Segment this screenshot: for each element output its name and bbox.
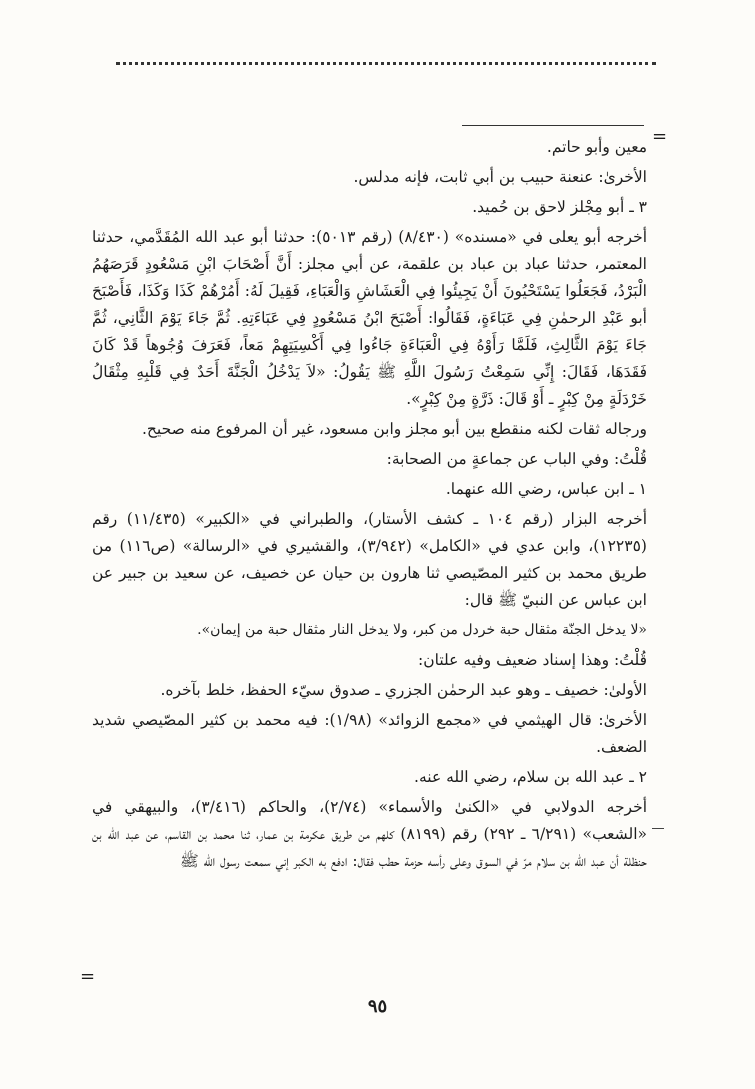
margin-tick — [652, 828, 664, 829]
hadith-text: «لا يدخل الجنّة مثقال حبة خردل من كبر، ولا يدخل النار مثقال حبة من إيمان». — [197, 622, 647, 638]
footnote-separator — [462, 125, 644, 126]
footnote-line: قُلْتُ: وفي الباب عن جماعةٍ من الصحابة: — [386, 450, 647, 468]
footnote-line: أخرجه البزار (رقم ١٠٤ ـ كشف الأستار)، والطبراني في «الكبير» (١١/٤٣٥) رقم (١٢٢٣٥)، وابن عدي في «الكامل» (٣/٩٤٢)، والقشيري في «الرسالة» (ص١١٦) من طريق محمد بن كثير المصّيصي ثنا هارون بن حيان عن خصيف، عن سعيد بن جبير عن ابن عباس عن النبيّ ﷺ قال: — [92, 510, 648, 609]
footnote-body — [92, 134, 647, 878]
continuation-mark-bottom: = — [80, 966, 96, 987]
footnote-line: ٢ ـ عبد الله بن سلام، رضي الله عنه. — [414, 768, 647, 786]
footnote-line: قُلْتُ: وهذا إسناد ضعيف وفيه علتان: — [418, 651, 647, 669]
page-number: ٩٥ — [367, 996, 388, 1017]
footnote-line: أخرجه الدولابي في «الكنىٰ والأسماء» (٢/٧٤)، والحاكم (٣/٤١٦)، والبيهقي في «الشعب» (٦/٢٩١ ـ ٢٩٢) رقم (٨١٩٩) كلهم من طريق عكرمة بن عمار، ثنا محمد بن القاسم، عن عبد الله بن حنظلة أن عبد الله بن سلام مرّ في السوق وعلى رأسه حزمة حطب فقال: ادفع به الكبر إني سمعت رسول الله ﷺ — [92, 798, 647, 870]
footnote-line: ورجاله ثقات لكنه منقطع بين أبو مجلز وابن مسعود، غير أن المرفوع منه صحيح. — [141, 420, 647, 438]
footnote-line: ٣ ـ أبو مِجْلز لاحق بن حُميد. — [472, 198, 647, 216]
continuation-mark-top: = — [652, 126, 668, 147]
footnote-line: ١ ـ ابن عباس، رضي الله عنهما. — [445, 480, 647, 498]
footnote-line: أخرجه أبو يعلى في «مسنده» (٨/٤٣٠) (رقم ٥٠١٣): حدثنا أبو عبد الله المُقَدَّمي، حدثنا المعتمر، حدثنا عباد بن عباد بن علقمة، عن أبي مجلز: أَنَّ أَصْحَابَ ابْنِ مَسْعُودٍ قَرَصَهُمُ الْبَرْدُ، فَجَعَلُوا يَسْتَحْيُونَ أَنْ يَجِيئُوا فِي الْعَشَاشِ وَالْعَبَاءِ، فَقِيلَ لَهُ: أَمُرْهُمْ كَذَا وَكَذَا، فَأَصْبَحَ أبو عَبْدِ الرحمٰنِ فِي عَبَاءَةٍ، فَقَالُوا: أَصْبَحَ ابْنُ مَسْعُودٍ فِي عَبَاءَتِهِ. ثُمَّ جَاءَ يَوْمَ الثَّانِي، ثُمَّ جَاءَ يَوْمَ الثَّالِثِ، فَلَمَّا رَأَوْهُ فِي الْعَبَاءَةِ جَاءُوا فِي أَكْسِيَتِهِمْ مَعاً، فَعَرَفَ وُجُوهاً قَدْ كَانَ فَقَدَهَا، فَقَالَ: إِنِّي سَمِعْتُ رَسُولَ اللَّهِ ﷺ يَقُولُ: «لاَ يَدْخُلُ الْجَنَّةَ أَحَدٌ فِي قَلْبِهِ مِثْقَالُ خَرْدَلَةٍ مِنْ كِبْرٍ ـ أَوْ قَالَ: ذَرَّةٍ مِنْ كِبْرٍ». — [92, 228, 647, 408]
header-dotted-rule — [116, 62, 656, 65]
footnote-line: الأخرىٰ: عنعنة حبيب بن أبي ثابت، فإنه مدلس. — [353, 168, 647, 186]
footnote-line: معين وأبو حاتم. — [546, 138, 647, 156]
footnote-line: الأولىٰ: خصيف ـ وهو عبد الرحمٰن الجزري ـ صدوق سيّء الحفظ، خلط بآخره. — [160, 681, 647, 699]
footnote-line: الأخرىٰ: قال الهيثمي في «مجمع الزوائد» (١/٩٨): فيه محمد بن كثير المصّيصي شديد الضعف. — [92, 711, 647, 756]
